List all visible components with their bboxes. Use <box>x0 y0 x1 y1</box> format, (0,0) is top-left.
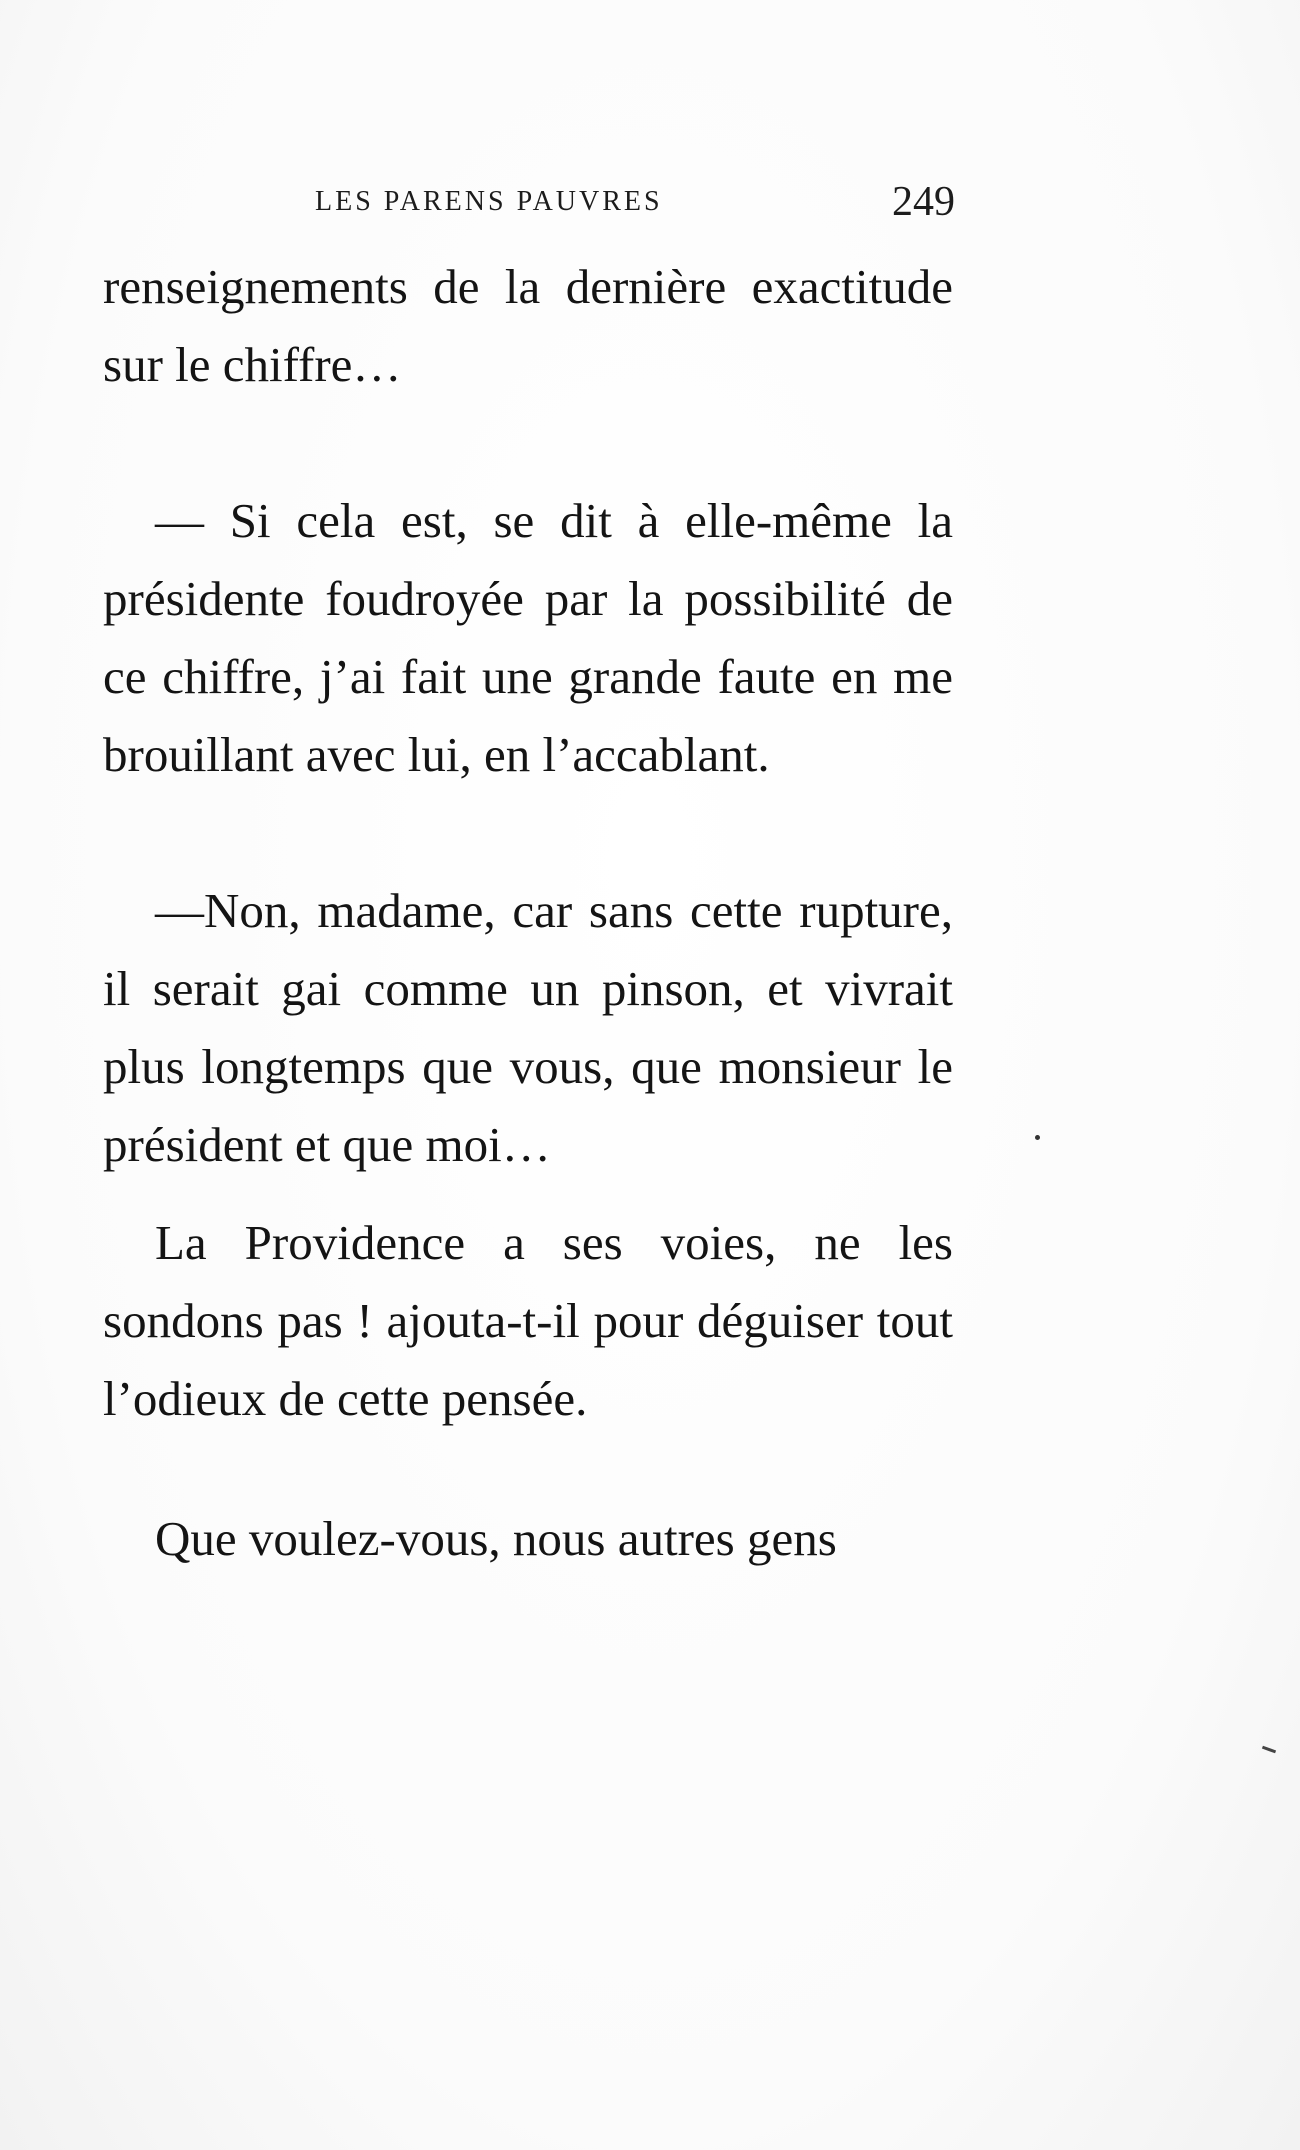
page-header <box>100 178 960 238</box>
page-number: 249 <box>892 179 955 225</box>
paragraph-continuation: renseignements de la dernière exactitude sur le chiffre… <box>103 259 953 392</box>
print-speck <box>1035 1135 1040 1140</box>
paragraph-providence: La Providence a ses voies, ne les sondons pas ! ajouta-t-il pour déguiser tout l’odieux de cette pensée. <box>103 1215 953 1426</box>
running-title: LES PARENS PAUVRES <box>315 186 663 217</box>
print-mark <box>1262 1746 1276 1754</box>
paragraph-dialogue-presidente: — Si cela est, se dit à elle-même la présidente foudroyée par la possibilité de ce chiffre, j’ai fait une grande faute en me brouillant avec lui, en l’accablant. <box>103 493 953 782</box>
paragraph-dialogue-reply: —Non, madame, car sans cette rupture, il serait gai comme un pinson, et vivrait plus longtemps que vous, que monsieur le président et que moi… <box>103 883 953 1172</box>
paragraph-final-line: Que voulez-vous, nous autres gens <box>155 1511 837 1566</box>
body-text <box>103 248 953 1578</box>
